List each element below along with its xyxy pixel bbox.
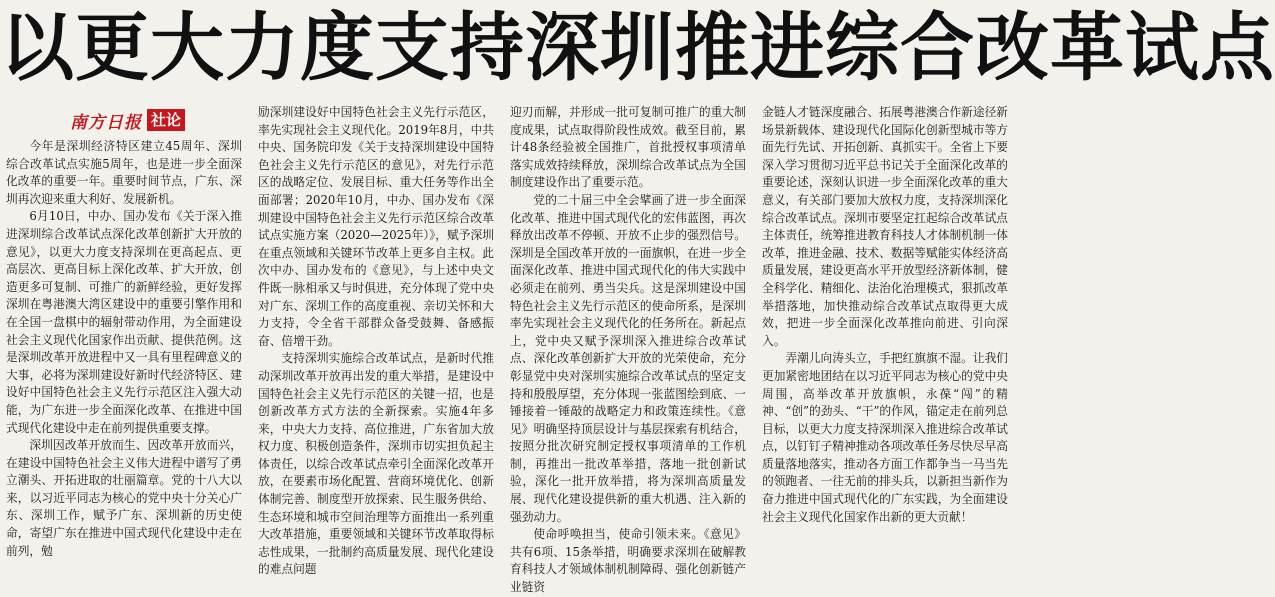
article-column-1 (6, 138, 242, 558)
article-column-2 (258, 104, 494, 577)
newspaper-logo: 南方日报 (70, 112, 142, 133)
paragraph-continued: 迎刃而解，并形成一批可复制可推广的重大制度成果，试点取得阶段性成效。截至目前，累计48条经验被全国推广，首批授权事项清单落实成效持续释放，深圳综合改革试点为全国制度建设作出了重要示范。 (510, 105, 746, 190)
paragraph: 今年是深圳经济特区建立45周年、深圳综合改革试点实施5周年，也是进一步全面深化改革的重要一年。重要时间节点，广东、深圳再次迎来重大利好、发展新机。 (6, 139, 242, 206)
paragraph: 使命呼唤担当，使命引领未来。《意见》共有6项、15条举措，明确要求深圳在破解教育科技人才领域体制机制障碍、强化创新链产业链资 (510, 527, 746, 595)
paragraph: 弄潮儿向涛头立，手把红旗旗不湿。让我们更加紧密地团结在以习近平同志为核心的党中央周围，高举改革开放旗帜，永葆“闯”的精神、“创”的劲头、“干”的作风，锚定走在前列总目标，以更大力度支持深圳深入推进综合改革试点，以钉钉子精神推动各项改革任务尽快尽早高质量落地落实，推动各方面工作都争当一马当先的领跑者、一往无前的排头兵，以新担当新作为奋力推进中国式现代化的广东实践，为全面建设社会主义现代化国家作出新的更大贡献！ (762, 351, 1008, 524)
paragraph-continued: 励深圳建设好中国特色社会主义先行示范区，率先实现社会主义现代化。2019年8月，中共中央、国务院印发《关于支持深圳建设中国特色社会主义先行示范区的意见》，对先行示范区的战略定位、发展目标、重大任务等作出全面部署；2020年10月，中办、国办发布《深圳建设中国特色社会主义先行示范区综合改革试点实施方案（2020—2025年）》，赋予深圳在重点领域和关键环节改革上更多自主权。此次中办、国办发布的《意见》，与上述中央文件既一脉相承又与时俱进，充分体现了党中央对广东、深圳工作的高度重视、亲切关怀和大力支持，令全省干部群众备受鼓舞、备感振奋、倍增干劲。 (258, 105, 494, 348)
paragraph: 6月10日，中办、国办发布《关于深入推进深圳综合改革试点深化改革创新扩大开放的意见》，以更大力度支持深圳在更高起点、更高层次、更高目标上深化改革、扩大开放，创造更多可复制、可推广的新鲜经验，更好发挥深圳在粤港澳大湾区建设中的重要引擎作用和在全国一盘棋中的辐射带动作用，为全面建设社会主义现代化国家作出贡献、提供范例。这是深圳改革开放进程中又一具有里程碑意义的大事，必将为深圳建设好新时代经济特区、建设好中国特色社会主义先行示范区注入强大动能，为广东进一步全面深化改革、在推进中国式现代化建设中走在前列提供重要支撑。 (6, 209, 242, 435)
article-column-3 (510, 104, 746, 595)
paragraph-continued: 金链人才链深度融合、拓展粤港澳合作新途径新场景新载体、建设现代化国际化创新型城市等方面先行先试、开拓创新、真抓实干。全省上下要深入学习贯彻习近平总书记关于全面深化改革的重要论述，深刻认识进一步全面深化改革的重大意义，有关部门要加大放权力度，支持深圳深化综合改革试点。深圳市要坚定扛起综合改革试点主体责任，统筹推进教育科技人才体制机制一体改革，推进金融、技术、数据等赋能实体经济高质量发展，建设更高水平开放型经济新体制，健全科学化、精细化、法治化治理模式，狠抓改革举措落地，加快推动综合改革试点取得更大成效，把进一步全面深化改革推向前进、引向深入。 (762, 105, 1008, 348)
editorial-tag: 社论 (147, 109, 185, 131)
article-column-4 (762, 104, 1008, 524)
masthead-brand (70, 108, 185, 132)
paragraph: 深圳因改革开放而生、因改革开放而兴，在建设中国特色社会主义伟大进程中谱写了勇立潮头、开拓进取的壮丽篇章。党的十八大以来，以习近平同志为核心的党中央十分关心广东、深圳工作，赋予广东、深圳新的历史使命，寄望广东在推进中国式现代化建设中走在前列，勉 (6, 438, 242, 558)
paragraph: 党的二十届三中全会擘画了进一步全面深化改革、推进中国式现代化的宏伟蓝图，再次释放出改革不停顿、开放不止步的强烈信号。深圳是全国改革开放的一面旗帜，在进一步全面深化改革、推进中国式现代化的伟大实践中必须走在前列、勇当尖兵。这是深圳建设中国特色社会主义先行示范区的使命所系，是深圳率先实现社会主义现代化的任务所在。新起点上，党中央又赋予深圳深入推进综合改革试点、深化改革创新扩大开放的光荣使命，充分彰显党中央对深圳实施综合改革试点的坚定支持和殷殷厚望，充分体现一张蓝图绘到底、一锤接着一锤敲的战略定力和政策连续性。《意见》明确坚持顶层设计与基层探索有机结合，按照分批次研究制定授权事项清单的工作机制，再推出一批改革举措，落地一批创新试验，深化一批开放举措，将为深圳高质量发展、现代化建设提供新的重大机遇、注入新的强劲动力。 (510, 192, 746, 524)
paragraph: 支持深圳实施综合改革试点，是新时代推动深圳改革开放再出发的重大举措，是建设中国特色社会主义先行示范区的关键一招，也是创新改革方式方法的全新探索。实施4年多来，中央大力支持、高位推进，广东省加大放权力度、积极创造条件，深圳市切实担负起主体责任，以综合改革试点牵引全面深化改革开放，在要素市场化配置、营商环境优化、创新体制完善、制度型开放探索、民生服务供给、生态环境和城市空间治理等方面推出一系列重大改革措施，重要领域和关键环节改革取得标志性成果，一批制约高质量发展、现代化建设的难点问题 (258, 351, 494, 577)
headline: 以更大力度支持深圳推进综合改革试点 (0, 5, 1275, 91)
